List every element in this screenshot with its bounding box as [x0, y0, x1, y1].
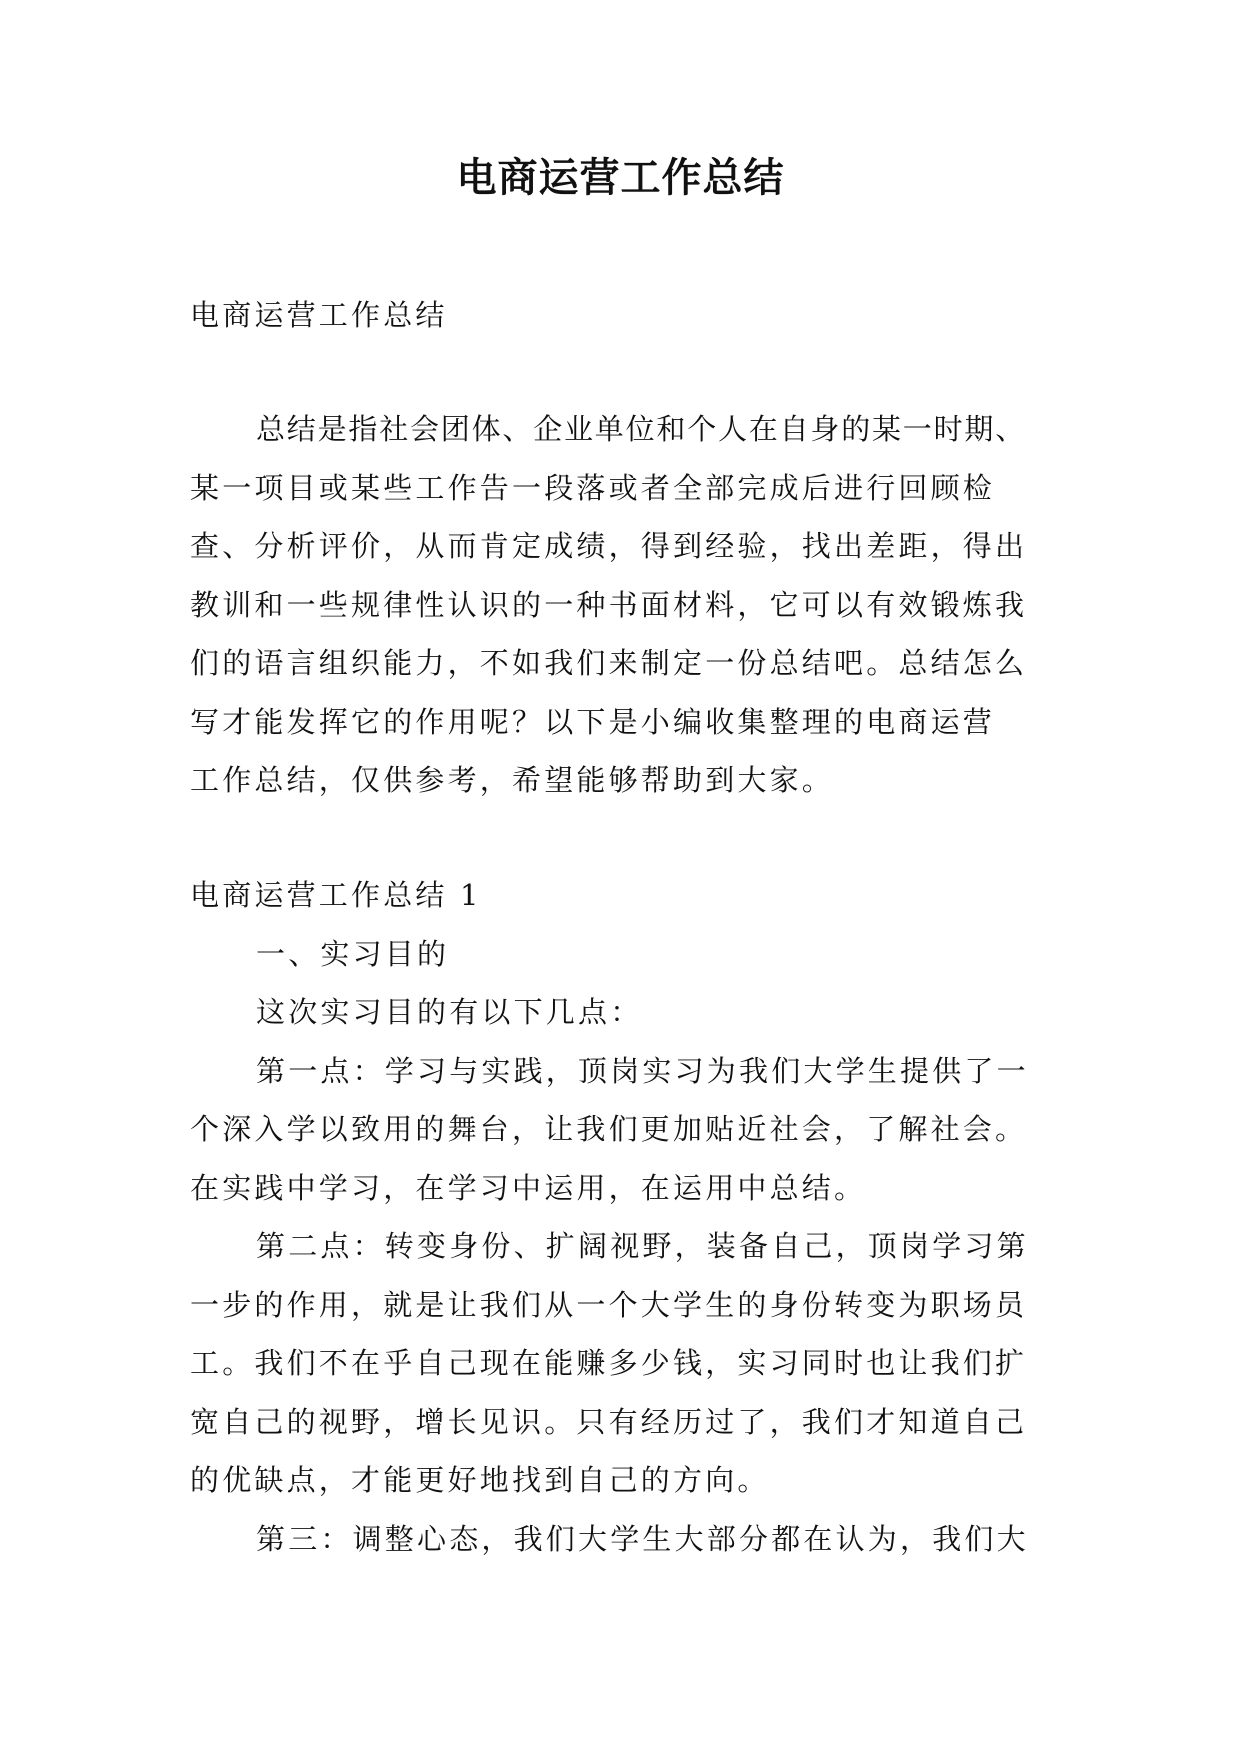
body-line-7: 工。我们不在乎自己现在能赚多少钱，实习同时也让我们扩 [190, 1346, 1028, 1380]
intro-line-4: 教训和一些规律性认识的一种书面材料，它可以有效锻炼我 [190, 588, 1028, 622]
body-line-9: 的优缺点，才能更好地找到自己的方向。 [190, 1463, 770, 1497]
body-line-5: 第二点：转变身份、扩阔视野，装备自己，顶岗学习第 [256, 1229, 1029, 1263]
intro-line-3: 查、分析评价，从而肯定成绩，得到经验，找出差距，得出 [190, 529, 1028, 563]
body-line-3: 个深入学以致用的舞台，让我们更加贴近社会，了解社会。 [190, 1112, 1028, 1146]
body-line-10: 第三：调整心态，我们大学生大部分都在认为，我们大 [256, 1522, 1029, 1556]
section-heading: 一、实习目的 [256, 937, 450, 971]
body-line-1: 这次实习目的有以下几点： [256, 995, 643, 1029]
document-subtitle: 电商运营工作总结 [190, 298, 448, 332]
intro-line-7: 工作总结，仅供参考，希望能够帮助到大家。 [190, 763, 835, 797]
body-line-8: 宽自己的视野，增长见识。只有经历过了，我们才知道自己 [190, 1405, 1028, 1439]
body-line-4: 在实践中学习，在学习中运用，在运用中总结。 [190, 1171, 867, 1205]
intro-line-2: 某一项目或某些工作告一段落或者全部完成后进行回顾检 [190, 471, 996, 505]
intro-line-6: 写才能发挥它的作用呢？以下是小编收集整理的电商运营 [190, 705, 996, 739]
intro-line-1: 总结是指社会团体、企业单位和个人在自身的某一时期、 [256, 412, 1027, 446]
body-line-2: 第一点：学习与实践，顶岗实习为我们大学生提供了一 [256, 1054, 1029, 1088]
document-title: 电商运营工作总结 [456, 154, 785, 201]
section-title: 电商运营工作总结 1 [190, 878, 482, 912]
body-line-6: 一步的作用，就是让我们从一个大学生的身份转变为职场员 [190, 1288, 1028, 1322]
intro-line-5: 们的语言组织能力，不如我们来制定一份总结吧。总结怎么 [190, 646, 1028, 680]
